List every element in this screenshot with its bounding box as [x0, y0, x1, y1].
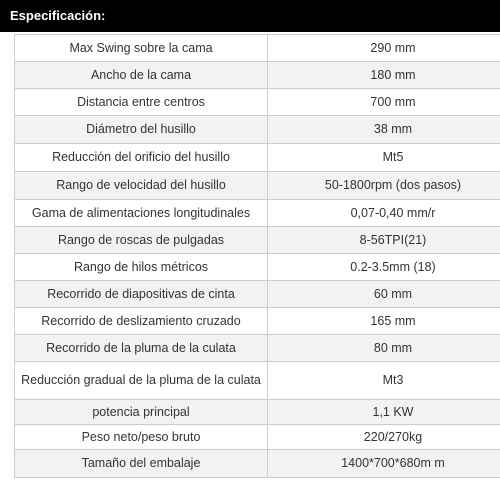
specification-table: [14, 34, 500, 478]
spec-value: 700 mm: [268, 89, 500, 116]
table-row: [15, 450, 500, 478]
spec-name: Rango de roscas de pulgadas: [15, 227, 268, 254]
table-row: [15, 308, 500, 335]
spec-name: Gama de alimentaciones longitudinales: [15, 200, 268, 227]
header-bar: [0, 0, 500, 32]
spec-value: 80 mm: [268, 335, 500, 362]
spec-name: Peso neto/peso bruto: [15, 425, 268, 450]
spec-value: Mt3: [268, 362, 500, 400]
spec-value: 220/270kg: [268, 425, 500, 450]
table-row: [15, 400, 500, 425]
section-title: Especificación:: [10, 8, 106, 23]
table-row: [15, 227, 500, 254]
table-row: [15, 254, 500, 281]
spec-value: 0.2-3.5mm (18): [268, 254, 500, 281]
spec-name: Distancia entre centros: [15, 89, 268, 116]
spec-value: 1,1 KW: [268, 400, 500, 425]
spec-name: Max Swing sobre la cama: [15, 35, 268, 62]
spec-name: Recorrido de la pluma de la culata: [15, 335, 268, 362]
table-row: [15, 89, 500, 116]
table-row: [15, 335, 500, 362]
table-row: [15, 144, 500, 172]
spec-value: 290 mm: [268, 35, 500, 62]
spec-name: Reducción gradual de la pluma de la culata: [15, 362, 268, 400]
spec-value: 38 mm: [268, 116, 500, 144]
table-row: [15, 116, 500, 144]
spec-name: Reducción del orificio del husillo: [15, 144, 268, 172]
table-row: [15, 425, 500, 450]
table-row: [15, 281, 500, 308]
spec-name: Tamaño del embalaje: [15, 450, 268, 478]
table-row: [15, 35, 500, 62]
spec-name: Recorrido de deslizamiento cruzado: [15, 308, 268, 335]
spec-name: potencia principal: [15, 400, 268, 425]
table-row: [15, 200, 500, 227]
spec-name: Recorrido de diapositivas de cinta: [15, 281, 268, 308]
spec-value: 1400*700*680m m: [268, 450, 500, 478]
spec-value: 0,07-0,40 mm/r: [268, 200, 500, 227]
spec-name: Ancho de la cama: [15, 62, 268, 89]
spec-value: 180 mm: [268, 62, 500, 89]
spec-value: 165 mm: [268, 308, 500, 335]
spec-value: 60 mm: [268, 281, 500, 308]
spec-name: Rango de velocidad del husillo: [15, 172, 268, 200]
spec-value: 8-56TPI(21): [268, 227, 500, 254]
spec-value: Mt5: [268, 144, 500, 172]
table-row: [15, 62, 500, 89]
spec-name: Diámetro del husillo: [15, 116, 268, 144]
spec-value: 50-1800rpm (dos pasos): [268, 172, 500, 200]
table-row: [15, 362, 500, 400]
table-row: [15, 172, 500, 200]
spec-name: Rango de hilos métricos: [15, 254, 268, 281]
